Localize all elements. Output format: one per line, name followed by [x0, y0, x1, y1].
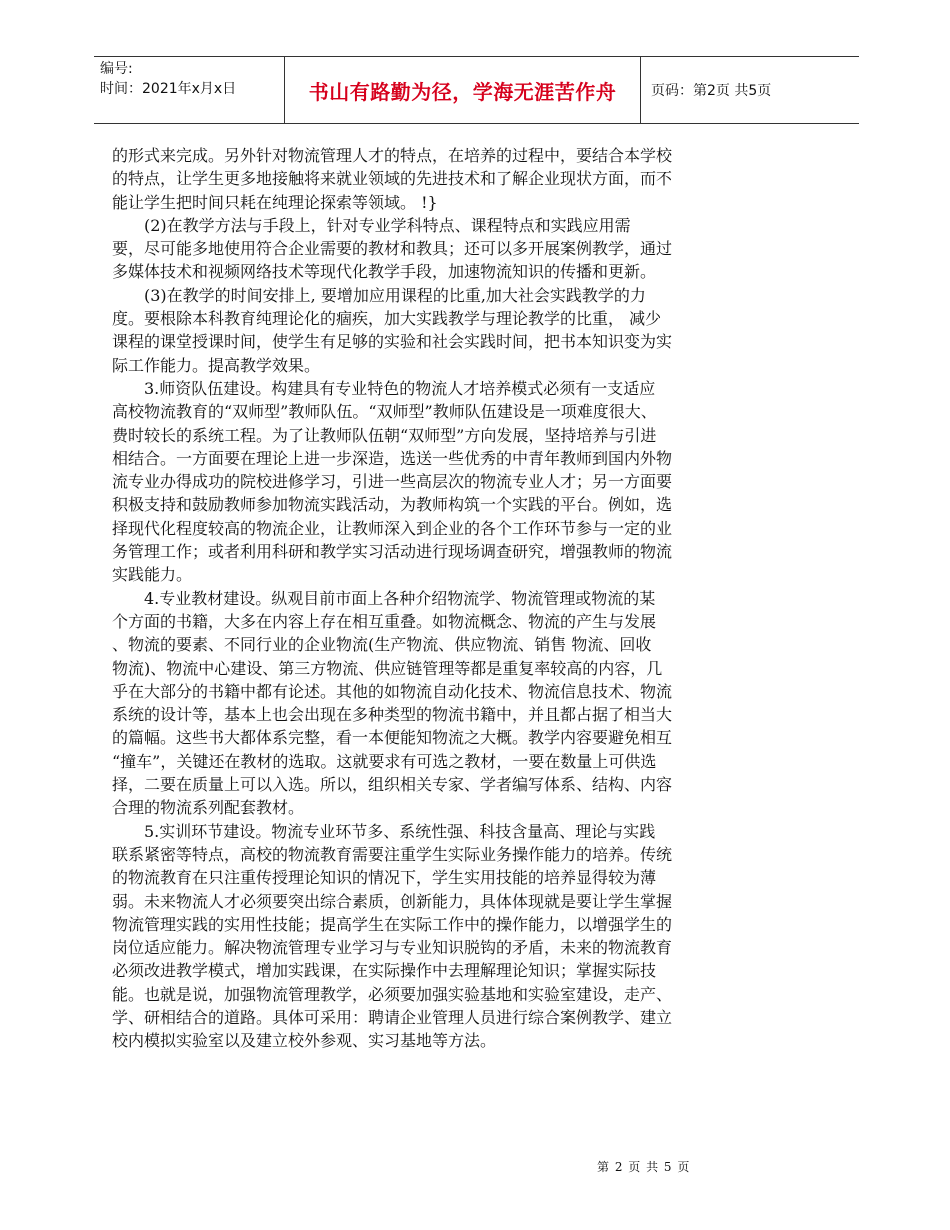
- text-line: 学、研相结合的道路。具体可采用：聘请企业管理人员进行综合案例教学、建立: [112, 1007, 673, 1027]
- text-line: 的物流教育在只注重传授理论知识的情况下，学生实用技能的培养显得较为薄: [112, 868, 657, 888]
- document-number-label: 编号:: [100, 61, 133, 77]
- text-line: 物流管理实践的实用性技能；提高学生在实际工作中的操作能力，以增强学生的: [112, 914, 673, 934]
- text-line: 要，尽可能多地使用符合企业需要的教材和教具；还可以多开展案例教学，通过: [112, 239, 673, 259]
- text-line: 乎在大部分的书籍中都有论述。其他的如物流自动化技术、物流信息技术、物流: [112, 681, 673, 701]
- header-motto: 书山有路勤为径，学海无涯苦作舟: [284, 57, 641, 123]
- text-line: 能让学生把时间只耗在纯理论探索等领域。 !}: [112, 192, 438, 212]
- text-line: 必须改进教学模式，增加实践课，在实际操作中去理解理论知识；掌握实际技: [112, 961, 657, 981]
- document-time-label: 时间：2021年x月x日: [100, 81, 237, 97]
- text-line: 流专业办得成功的院校进修学习，引进一些高层次的物流专业人才；另一方面要: [112, 472, 673, 492]
- text-line: 度。要根除本科教育纯理论化的痼疾，加大实践教学与理论教学的比重， 减少: [112, 309, 662, 329]
- text-line: “撞车”，关键还在教材的选取。这就要求有可选之教材，一要在数量上可供选: [112, 751, 657, 771]
- text-line: 择现代化程度较高的物流企业，让教师深入到企业的各个工作环节参与一定的业: [112, 518, 673, 538]
- header-meta: [94, 57, 284, 123]
- text-line: 的形式来完成。另外针对物流管理人才的特点，在培养的过程中，要结合本学校: [112, 146, 673, 165]
- text-line: 物流)、物流中心建设、第三方物流、供应链管理等都是重复率较高的内容，几: [112, 658, 663, 678]
- text-line: 相结合。一方面要在理论上进一步深造，选送一些优秀的中青年教师到国内外物: [112, 448, 673, 468]
- document-body: [112, 144, 772, 1053]
- page-footer: 第 2 页 共 5 页: [597, 1160, 691, 1174]
- text-line: 多媒体技术和视频网络技术等现代化教学手段，加速物流知识的传播和更新。: [112, 262, 657, 282]
- text-line: 系统的设计等，基本上也会出现在多种类型的物流书籍中，并且都占据了相当大: [112, 705, 673, 725]
- text-line: 4.专业教材建设。纵观目前市面上各种介绍物流学、物流管理或物流的某: [144, 588, 656, 608]
- text-line: 、物流的要素、不同行业的企业物流(生产物流、供应物流、销售 物流、回收: [112, 635, 652, 655]
- text-line: 际工作能力。提高教学效果。: [112, 355, 321, 375]
- text-line: 费时较长的系统工程。为了让教师队伍朝“双师型”方向发展，坚持培养与引进: [112, 425, 657, 445]
- text-line: 择，二要在质量上可以入选。所以，组织相关专家、学者编写体系、结构、内容: [112, 775, 673, 795]
- text-line: 校内模拟实验室以及建立校外参观、实习基地等方法。: [112, 1031, 497, 1051]
- text-line: 务管理工作；或者利用科研和教学实习活动进行现场调查研究，增强教师的物流: [112, 542, 673, 562]
- text-line: 5.实训环节建设。物流专业环节多、系统性强、科技含量高、理论与实践: [144, 821, 656, 841]
- text-line: (3)在教学的时间安排上, 要增加应用课程的比重,加大社会实践教学的力: [144, 285, 646, 305]
- text-line: 的特点，让学生更多地接触将来就业领域的先进技术和了解企业现状方面，而不: [112, 169, 673, 189]
- text-line: 实践能力。: [112, 565, 193, 585]
- text-line: 弱。未来物流人才必须要突出综合素质，创新能力，具体体现就是要让学生掌握: [112, 891, 673, 911]
- text-line: 个方面的书籍，大多在内容上存在相互重叠。如物流概念、物流的产生与发展: [112, 611, 657, 631]
- header-page-label: 页码：第2页 共5页: [651, 83, 772, 99]
- text-line: 课程的课堂授课时间，使学生有足够的实验和社会实践时间，把书本知识变为实: [112, 332, 673, 352]
- text-line: 的篇幅。这些书大都体系完整，看一本便能知物流之大概。教学内容要避免相互: [112, 728, 673, 748]
- page-header: [94, 56, 859, 124]
- text-line: 高校物流教育的“双师型”教师队伍。“双师型”教师队伍建设是一项难度很大、: [112, 402, 657, 422]
- text-line: 合理的物流系列配套教材。: [112, 798, 305, 818]
- text-line: 联系紧密等特点，高校的物流教育需要注重学生实际业务操作能力的培养。传统: [112, 844, 673, 864]
- text-line: 3.师资队伍建设。构建具有专业特色的物流人才培养模式必须有一支适应: [144, 378, 656, 398]
- text-line: 能。也就是说，加强物流管理教学，必须要加强实验基地和实验室建设，走产、: [112, 984, 673, 1004]
- text-line: 岗位适应能力。解决物流管理专业学习与专业知识脱钩的矛盾，未来的物流教育: [112, 938, 673, 958]
- text-line: (2)在教学方法与手段上，针对专业学科特点、课程特点和实践应用需: [144, 215, 631, 235]
- text-line: 积极支持和鼓励教师参加物流实践活动，为教师构筑一个实践的平台。例如，选: [112, 495, 673, 515]
